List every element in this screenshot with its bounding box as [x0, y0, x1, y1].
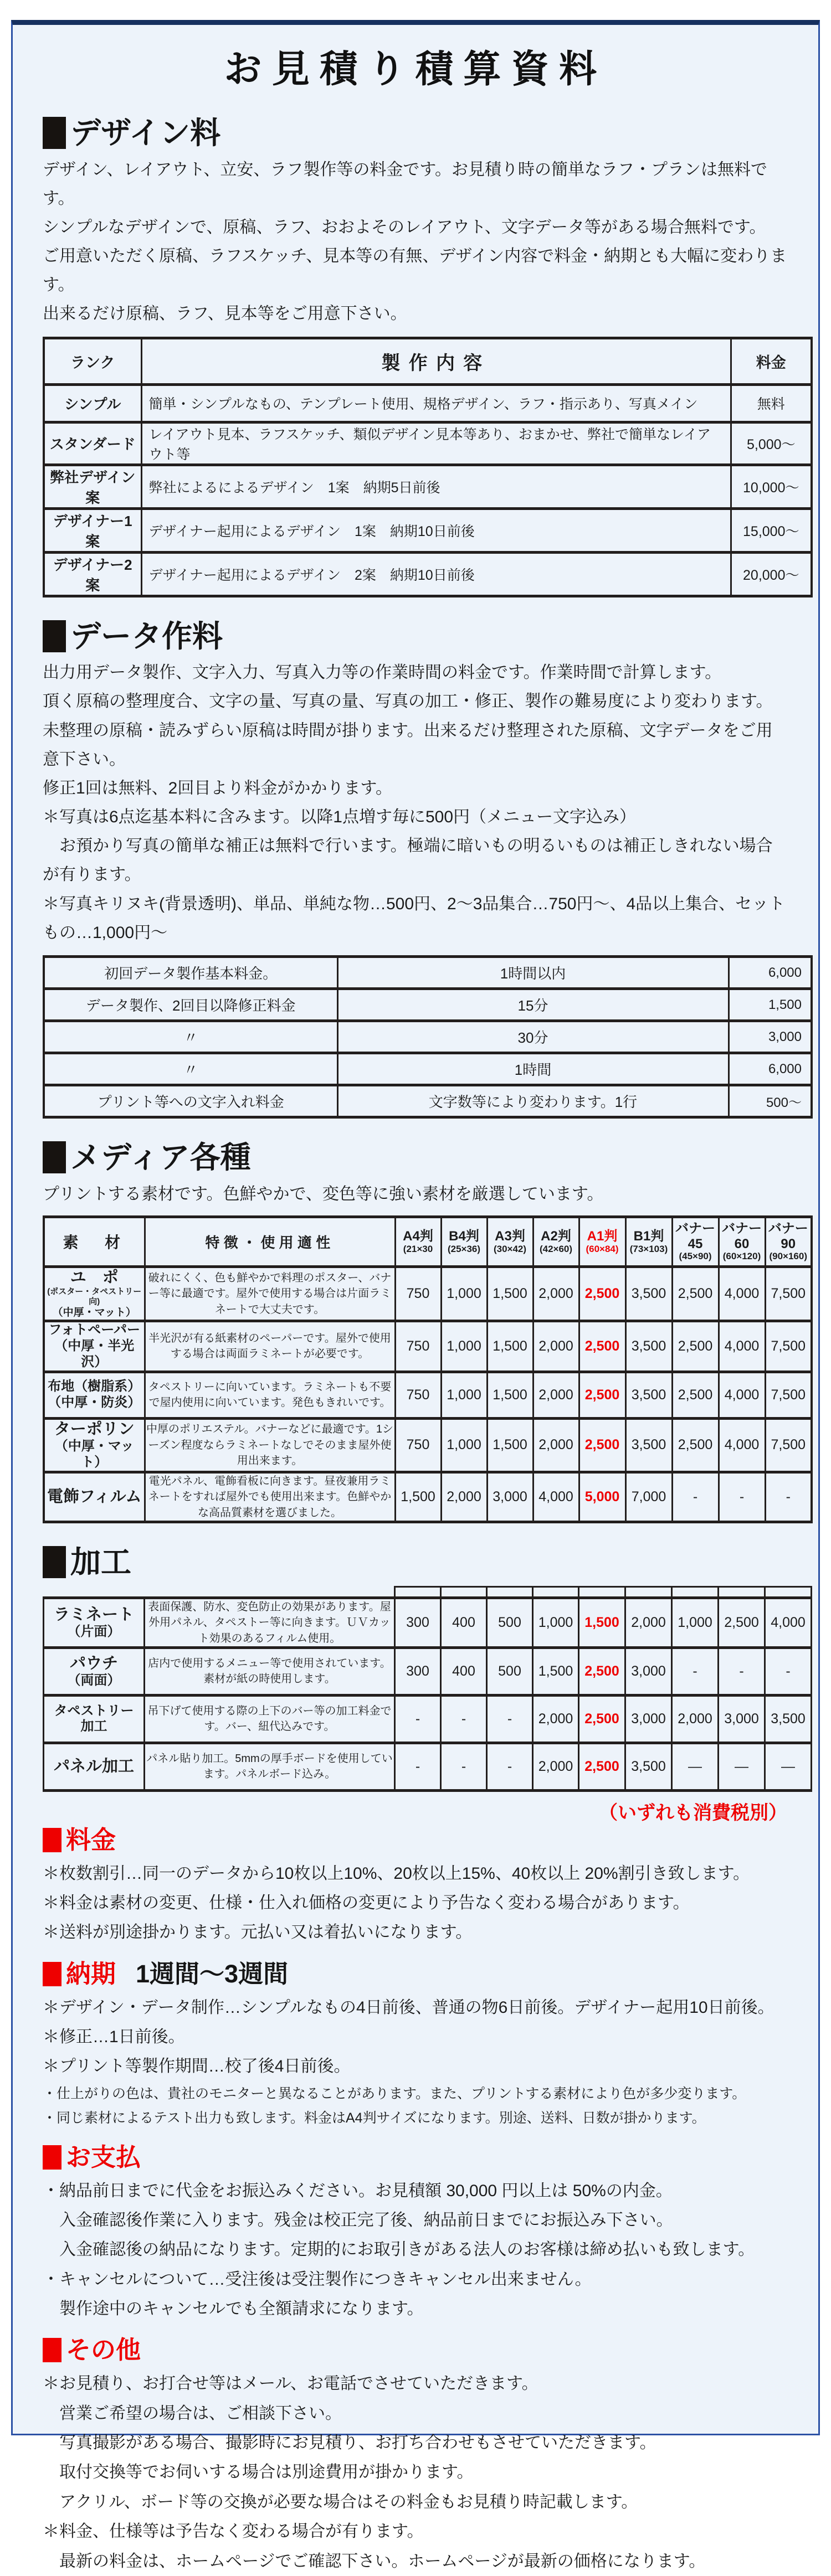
size-dim: (73×103)	[629, 1243, 668, 1254]
process-sub: （両面）	[67, 1673, 121, 1688]
table-row	[44, 552, 812, 596]
table-row	[44, 508, 812, 552]
table-row	[44, 384, 812, 422]
table-row	[44, 1372, 812, 1418]
material-name: 布地（樹脂系）	[48, 1379, 141, 1394]
fees-item: ＊送料が別途掛かります。元払い又は着払いになります。	[43, 1923, 473, 1942]
price-cell: 2,500	[672, 1418, 719, 1472]
col-header-rank: ランク	[44, 338, 141, 384]
price-cell: 3,500	[625, 1372, 672, 1418]
other-item: 写真撮影がある場合、撮影時にお見積り、お打ち合わせもさせていただきます。	[43, 2433, 656, 2452]
section-square-icon	[43, 2338, 61, 2362]
delivery-note: ・仕上がりの色は、貴社のモニターと異なることがあります。また、プリントする素材により色が多少変ります。	[43, 2085, 746, 2101]
price-cell: 7,000	[625, 1472, 672, 1522]
feature-cell: 表面保護、防水、変色防止の効果があります。屋外用パネル、タペストー等に向きます。ＵＶカット効果のあるフィルム使用。	[145, 1598, 395, 1647]
material-name: ユ ポ	[70, 1268, 119, 1286]
strip-cell	[395, 1586, 441, 1598]
delivery-item: ＊デザイン・データ制作…シンプルなもの4日前後、普通の物6日前後。デザイナー起用10日前後。	[43, 1998, 774, 2017]
payment-item: ・キャンセルについて…受注後は受注製作につきキャンセル出来ません。	[43, 2270, 592, 2289]
col-header-content: 製作内容	[141, 338, 731, 384]
media-table	[43, 1215, 813, 1524]
price-cell: 1,500	[533, 1647, 579, 1695]
delivery-heading-label: 納期	[66, 1959, 116, 1988]
data-fee-heading-label: データ作料	[70, 619, 223, 653]
feature-cell: 半光沢が有る紙素材のペーパーです。屋外で使用する場合は両面ラミネートが必要です。	[145, 1321, 395, 1372]
price-cell: 500	[487, 1647, 533, 1695]
col-header-size-b1	[625, 1217, 672, 1266]
item-cell: 〃	[44, 1021, 337, 1053]
price-cell: 7,500	[765, 1266, 812, 1321]
price-cell: 20,000～	[731, 552, 812, 596]
price-cell: -	[719, 1647, 765, 1695]
table-row	[44, 1472, 812, 1522]
process-name-cell	[44, 1743, 145, 1790]
other-item: 営業ご希望の場合は、ご相談下さい。	[43, 2404, 342, 2423]
table-row	[44, 1418, 812, 1472]
size-name: バナー90	[768, 1221, 808, 1251]
price-cell: 3,500	[765, 1695, 812, 1743]
size-name: A1判	[587, 1229, 618, 1244]
table-strip-row	[44, 1586, 812, 1598]
fees-heading	[43, 1826, 788, 1854]
feature-cell: 吊下げて使用する際の上下のバー等の加工料金です。バー、紐代込みです。	[145, 1695, 395, 1743]
price-cell: 2,500	[719, 1598, 765, 1647]
strip-cell	[533, 1586, 579, 1598]
material-name-cell	[44, 1472, 145, 1522]
data-fee-table	[43, 955, 813, 1119]
data-fee-paragraph: お預かり写真の簡単な補正は無料で行います。極端に暗いもの明るいものは補正しきれない場合が有ります。	[43, 837, 773, 884]
data-fee-heading	[43, 620, 788, 653]
material-name: ターポリン	[54, 1420, 135, 1438]
col-header-size-b4	[441, 1217, 487, 1266]
feature-cell: 中厚のポリエステル。バナーなどに最適です。1シーズン程度ならラミネートなしでそのまま屋外使用出来ます。	[145, 1418, 395, 1472]
processing-table	[43, 1586, 812, 1792]
design-heading-label: デザイン料	[70, 116, 221, 150]
price-cell: -	[441, 1695, 487, 1743]
payment-heading	[43, 2143, 788, 2172]
price-cell: -	[395, 1695, 441, 1743]
page-title: お見積り積算資料	[224, 48, 607, 90]
size-dim: (45×90)	[679, 1251, 712, 1262]
process-name: タペストリー	[54, 1703, 134, 1718]
table-header-row	[44, 338, 812, 384]
price-cell: ―	[719, 1743, 765, 1790]
section-delivery	[43, 1960, 788, 2131]
price-cell: 400	[441, 1647, 487, 1695]
table-row	[44, 1021, 812, 1053]
data-fee-paragraph: 修正1回は無料、2回目より料金がかかります。	[43, 779, 392, 797]
price-cell: 750	[395, 1418, 441, 1472]
other-item: ＊お見積り、お打合せ等はメール、お電話でさせていただきます。	[43, 2374, 538, 2393]
price-cell: 2,000	[533, 1695, 579, 1743]
feature-cell: 破れにくく、色も鮮やかで料理のポスター、バナー等に最適です。屋外で使用する場合は片面ラミネートで大丈夫です。	[145, 1266, 395, 1321]
material-sub: （中厚・半光沢）	[54, 1338, 135, 1369]
price-cell-highlight: 2,500	[579, 1647, 625, 1695]
table-row	[44, 1085, 812, 1117]
price-cell: 750	[395, 1321, 441, 1372]
price-cell: -	[719, 1472, 765, 1522]
price-cell: 1,000	[672, 1598, 719, 1647]
material-name-cell	[44, 1321, 145, 1372]
table-row	[44, 957, 812, 989]
size-name: A2判	[541, 1229, 571, 1244]
col-header-size-a4	[395, 1217, 441, 1266]
price-cell: 1,500	[729, 989, 812, 1021]
spec-cell: 1時間	[337, 1053, 729, 1085]
processing-heading-label: 加工	[70, 1545, 132, 1580]
table-row	[44, 1321, 812, 1372]
price-cell: 1,500	[487, 1321, 533, 1372]
item-cell: プリント等への文字入れ料金	[44, 1085, 337, 1117]
document-frame	[11, 20, 820, 2570]
price-cell: 1,000	[441, 1266, 487, 1321]
price-cell: 2,500	[672, 1372, 719, 1418]
size-dim: (60×84)	[586, 1243, 619, 1254]
material-sub: （中厚・防炎）	[48, 1395, 141, 1410]
strip-cell	[441, 1586, 487, 1598]
rank-cell: シンプル	[44, 384, 141, 422]
table-row	[44, 1598, 812, 1647]
price-cell: -	[765, 1647, 812, 1695]
fees-item: ＊料金は素材の変更、仕様・仕入れ価格の変更により予告なく変わる場合があります。	[43, 1894, 690, 1913]
spec-cell: 1時間以内	[337, 957, 729, 989]
spec-cell: 15分	[337, 989, 729, 1021]
price-cell: 3,000	[625, 1647, 672, 1695]
material-name-cell	[44, 1266, 145, 1321]
section-square-icon	[43, 1141, 66, 1173]
price-cell: 2,000	[441, 1472, 487, 1522]
section-fees	[43, 1826, 788, 1948]
price-cell: 1,500	[487, 1418, 533, 1472]
price-cell: 6,000	[729, 957, 812, 989]
processing-heading	[43, 1545, 788, 1579]
strip-cell	[719, 1586, 765, 1598]
media-intro: プリントする素材です。色鮮やかで、変色等に強い素材を厳選しています。	[43, 1184, 604, 1203]
size-dim: (30×42)	[493, 1243, 527, 1254]
price-cell: 3,000	[729, 1021, 812, 1053]
process-name: ラミネート	[53, 1605, 134, 1624]
delivery-item: ＊修正…1日前後。	[43, 2027, 185, 2046]
table-row	[44, 1743, 812, 1790]
strip-cell	[672, 1586, 719, 1598]
price-cell-highlight: 2,500	[579, 1372, 625, 1418]
section-square-icon	[43, 1546, 66, 1578]
price-cell: 400	[441, 1598, 487, 1647]
col-header-material: 素 材	[44, 1217, 145, 1266]
price-cell: 750	[395, 1372, 441, 1418]
section-square-icon	[43, 620, 66, 652]
media-heading-label: メディア各種	[70, 1140, 251, 1174]
section-square-icon	[43, 117, 66, 149]
rank-cell: デザイナー2案	[44, 552, 141, 596]
price-cell: 3,500	[625, 1743, 672, 1790]
price-cell: 1,000	[441, 1418, 487, 1472]
data-fee-paragraph: 出力用データ製作、文字入力、写真入力等の作業時間の料金です。作業時間で計算します。	[43, 663, 722, 682]
feature-cell: パネル貼り加工。5mmの厚手ボードを使用しています。パネルボード込み。	[145, 1743, 395, 1790]
strip-ghost-cell	[44, 1586, 395, 1598]
desc-cell: デザイナー起用によるデザイン 2案 納期10日前後	[141, 552, 731, 596]
design-paragraph: シンプルなデザインで、原稿、ラフ、おおよそのレイアウト、文字データ等がある場合無料です。	[43, 218, 766, 236]
size-name: B1判	[633, 1229, 664, 1244]
price-cell-highlight: 5,000	[579, 1472, 625, 1522]
section-other	[43, 2336, 788, 2575]
process-name-cell	[44, 1647, 145, 1695]
price-cell: 4,000	[719, 1418, 765, 1472]
payment-item: 入金確認後作業に入ります。残金は校正完了後、納品前日までにお振込み下さい。	[43, 2211, 673, 2229]
rank-cell: 弊社デザイン案	[44, 465, 141, 508]
process-name: パウチ	[69, 1654, 118, 1672]
section-design	[43, 116, 799, 597]
price-cell: -	[672, 1647, 719, 1695]
price-cell: 2,000	[533, 1418, 579, 1472]
design-fee-table	[43, 337, 813, 597]
section-media	[43, 1140, 808, 1523]
size-dim: (60×120)	[722, 1251, 761, 1262]
col-header-size-a1	[579, 1217, 625, 1266]
price-cell: -	[487, 1695, 533, 1743]
price-cell: 300	[395, 1647, 441, 1695]
media-heading	[43, 1141, 788, 1174]
price-cell: 5,000～	[731, 422, 812, 465]
section-square-icon	[43, 2145, 61, 2170]
col-header-banner45	[672, 1217, 719, 1266]
price-cell: 3,500	[625, 1321, 672, 1372]
price-cell: 3,000	[487, 1472, 533, 1522]
other-item: 最新の料金は、ホームページでご確認下さい。ホームページが最新の価格になります。	[43, 2552, 706, 2570]
spec-cell: 30分	[337, 1021, 729, 1053]
price-cell: 1,500	[487, 1266, 533, 1321]
section-processing	[43, 1545, 806, 1825]
other-heading	[43, 2336, 788, 2364]
data-fee-paragraph: ＊写真キリヌキ(背景透明)、単品、単純な物…500円、2～3品集合…750円～、4品以上集合、セットもの…1,000円～	[43, 894, 786, 942]
price-cell: 1,000	[441, 1372, 487, 1418]
desc-cell: 簡単・シンプルなもの、テンプレート使用、規格デザイン、ラフ・指示あり、写真メイン	[141, 384, 731, 422]
price-cell: 2,000	[533, 1743, 579, 1790]
strip-cell	[625, 1586, 672, 1598]
material-name: フォトペーパー	[48, 1322, 141, 1338]
payment-item: 製作途中のキャンセルでも全額請求になります。	[43, 2300, 424, 2319]
price-cell: 10,000～	[731, 465, 812, 508]
spec-cell: 文字数等により変わります。1行	[337, 1085, 729, 1117]
size-name: バナー60	[722, 1221, 762, 1251]
fees-heading-label: 料金	[66, 1825, 116, 1854]
table-row	[44, 422, 812, 465]
price-cell: 無料	[731, 384, 812, 422]
price-cell: 1,500	[487, 1372, 533, 1418]
rank-cell: デザイナー1案	[44, 508, 141, 552]
table-row	[44, 1053, 812, 1085]
desc-cell: レイアウト見本、ラフスケッチ、類似デザイン見本等あり、おまかせ、弊社で簡単なレイアウト等	[141, 422, 731, 465]
price-cell: 1,500	[395, 1472, 441, 1522]
size-name: バナー45	[675, 1221, 715, 1251]
price-cell: 2,000	[672, 1695, 719, 1743]
feature-cell: タペストリーに向いています。ラミネートも不要で屋内使用に向いています。発色もきれいです。	[145, 1372, 395, 1418]
payment-heading-label: お支払	[66, 2142, 141, 2171]
table-row	[44, 465, 812, 508]
price-cell: 2,000	[533, 1372, 579, 1418]
size-dim: (42×60)	[539, 1243, 573, 1254]
other-item: アクリル、ボード等の交換が必要な場合はその料金もお見積り時記載します。	[43, 2492, 638, 2511]
price-cell: 2,500	[672, 1266, 719, 1321]
table-row	[44, 1647, 812, 1695]
data-fee-paragraph: ＊写真は6点迄基本料に含みます。以降1点増す毎に500円（メニュー文字込み）	[43, 808, 637, 827]
price-cell: -	[672, 1472, 719, 1522]
section-square-icon	[43, 1828, 61, 1852]
data-fee-paragraph: 頂く原稿の整理度合、文字の量、写真の量、写真の加工・修正、製作の難易度により変わります。	[43, 692, 773, 711]
price-cell: 2,500	[672, 1321, 719, 1372]
payment-item: 入金確認後の納品になります。定期的にお取引きがある法人のお客様は締め払いも致します。	[43, 2240, 755, 2259]
size-name: A4判	[403, 1229, 433, 1244]
price-cell: 6,000	[729, 1053, 812, 1085]
price-cell: 4,000	[533, 1472, 579, 1522]
price-cell: 3,500	[625, 1266, 672, 1321]
price-cell: 4,000	[719, 1266, 765, 1321]
section-data-fee	[43, 619, 802, 1119]
price-cell-highlight: 2,500	[579, 1418, 625, 1472]
size-name: B4判	[449, 1229, 479, 1244]
size-name: A3判	[495, 1229, 525, 1244]
table-row	[44, 989, 812, 1021]
item-cell: 〃	[44, 1053, 337, 1085]
other-heading-label: その他	[66, 2336, 141, 2364]
process-name-cell	[44, 1598, 145, 1647]
price-cell: 4,000	[719, 1321, 765, 1372]
section-payment	[43, 2143, 788, 2324]
table-row	[44, 1695, 812, 1743]
price-cell: 3,000	[625, 1695, 672, 1743]
feature-cell: 電光パネル、電飾看板に向きます。昼夜兼用ラミネートをすれば屋外でも使用出来ます。色鮮やかな高品質素材を選びました。	[145, 1472, 395, 1522]
price-cell: -	[441, 1743, 487, 1790]
price-cell: 500	[487, 1598, 533, 1647]
price-cell: 1,000	[533, 1598, 579, 1647]
process-name-cell	[44, 1695, 145, 1743]
price-cell-highlight: 2,500	[579, 1266, 625, 1321]
col-header-price: 料金	[731, 338, 812, 384]
price-cell: ―	[672, 1743, 719, 1790]
process-sub: （片面）	[67, 1624, 121, 1640]
rank-cell: スタンダード	[44, 422, 141, 465]
price-cell: 7,500	[765, 1321, 812, 1372]
size-dim: (21×30	[403, 1243, 433, 1254]
process-name: パネル加工	[53, 1758, 134, 1775]
tax-note: （いずれも消費税別）	[599, 1802, 787, 1823]
material-sub: （中厚・マット）	[54, 1439, 134, 1470]
material-name: 電飾フィルム	[47, 1488, 142, 1506]
material-name-cell	[44, 1418, 145, 1472]
price-cell: -	[765, 1472, 812, 1522]
material-sub: (ポスター・タペストリー向)	[47, 1287, 142, 1307]
strip-cell	[765, 1586, 812, 1598]
design-paragraph: デザイン、レイアウト、立安、ラフ製作等の料金です。お見積り時の簡単なラフ・プランは無料です。	[43, 160, 767, 208]
strip-cell	[579, 1586, 625, 1598]
design-paragraph: 出来るだけ原稿、ラフ、見本等をご用意下さい。	[43, 305, 407, 323]
price-cell: -	[395, 1743, 441, 1790]
item-cell: 初回データ製作基本料金。	[44, 957, 337, 989]
fees-item: ＊枚数割引…同一のデータから10枚以上10%、20枚以上15%、40枚以上 20%割引き致します。	[43, 1864, 750, 1883]
other-item: ＊料金、仕様等は予告なく変わる場合が有ります。	[43, 2522, 424, 2541]
design-paragraph: ご用意いただく原稿、ラフスケッチ、見本等の有無、デザイン内容で料金・納期とも大幅に変わります。	[43, 247, 787, 295]
size-dim: (90×160)	[769, 1251, 808, 1262]
price-cell-highlight: 2,500	[579, 1743, 625, 1790]
col-header-size-a3	[487, 1217, 533, 1266]
material-name-cell	[44, 1372, 145, 1418]
size-dim: (25×36)	[447, 1243, 481, 1254]
delivery-subtitle: 1週間～3週間	[136, 1959, 289, 1988]
price-cell: 4,000	[765, 1598, 812, 1647]
other-item: 取付交換等でお伺いする場合は別途費用が掛かります。	[43, 2463, 474, 2482]
strip-cell	[487, 1586, 533, 1598]
col-header-feature: 特徴・使用適性	[145, 1217, 395, 1266]
price-cell: 7,500	[765, 1372, 812, 1418]
process-sub: 加工	[80, 1719, 107, 1734]
col-header-banner60	[719, 1217, 765, 1266]
price-cell: 750	[395, 1266, 441, 1321]
material-sub: （中厚・マット）	[52, 1307, 136, 1319]
price-cell: ―	[765, 1743, 812, 1790]
delivery-heading	[43, 1960, 788, 1988]
price-cell: 300	[395, 1598, 441, 1647]
payment-item: ・納品前日までに代金をお振込みください。お見積額 30,000 円以上は 50%の内金。	[43, 2181, 673, 2200]
table-row	[44, 1266, 812, 1321]
feature-cell: 店内で使用するメニュー等で使用されています。素材が紙の時使用します。	[145, 1647, 395, 1695]
desc-cell: デザイナー起用によるデザイン 1案 納期10日前後	[141, 508, 731, 552]
data-fee-paragraph: 未整理の原稿・読みずらい原稿は時間が掛ります。出来るだけ整理された原稿、文字データをご用意下さい。	[43, 721, 773, 769]
price-cell: 7,500	[765, 1418, 812, 1472]
price-cell: 2,000	[533, 1266, 579, 1321]
price-cell: 500～	[729, 1085, 812, 1117]
price-cell-highlight: 1,500	[579, 1598, 625, 1647]
desc-cell: 弊社によるによるデザイン 1案 納期5日前後	[141, 465, 731, 508]
price-cell: 2,000	[625, 1598, 672, 1647]
price-cell: -	[487, 1743, 533, 1790]
price-cell: 3,000	[719, 1695, 765, 1743]
item-cell: データ製作、2回目以降修正料金	[44, 989, 337, 1021]
price-cell-highlight: 2,500	[579, 1695, 625, 1743]
price-cell: 1,000	[441, 1321, 487, 1372]
col-header-size-a2	[533, 1217, 579, 1266]
delivery-item: ＊プリント等製作期間…校了後4日前後。	[43, 2057, 351, 2076]
price-cell: 15,000～	[731, 508, 812, 552]
price-cell: 4,000	[719, 1372, 765, 1418]
price-cell-highlight: 2,500	[579, 1321, 625, 1372]
price-cell: 2,000	[533, 1321, 579, 1372]
delivery-note: ・同じ素材によるテスト出力も致します。料金はA4判サイズになります。別途、送料、日数が掛かります。	[43, 2110, 706, 2126]
design-heading	[43, 116, 788, 150]
section-square-icon	[43, 1962, 61, 1986]
col-header-banner90	[765, 1217, 812, 1266]
price-cell: 3,500	[625, 1418, 672, 1472]
table-header-row	[44, 1217, 812, 1266]
